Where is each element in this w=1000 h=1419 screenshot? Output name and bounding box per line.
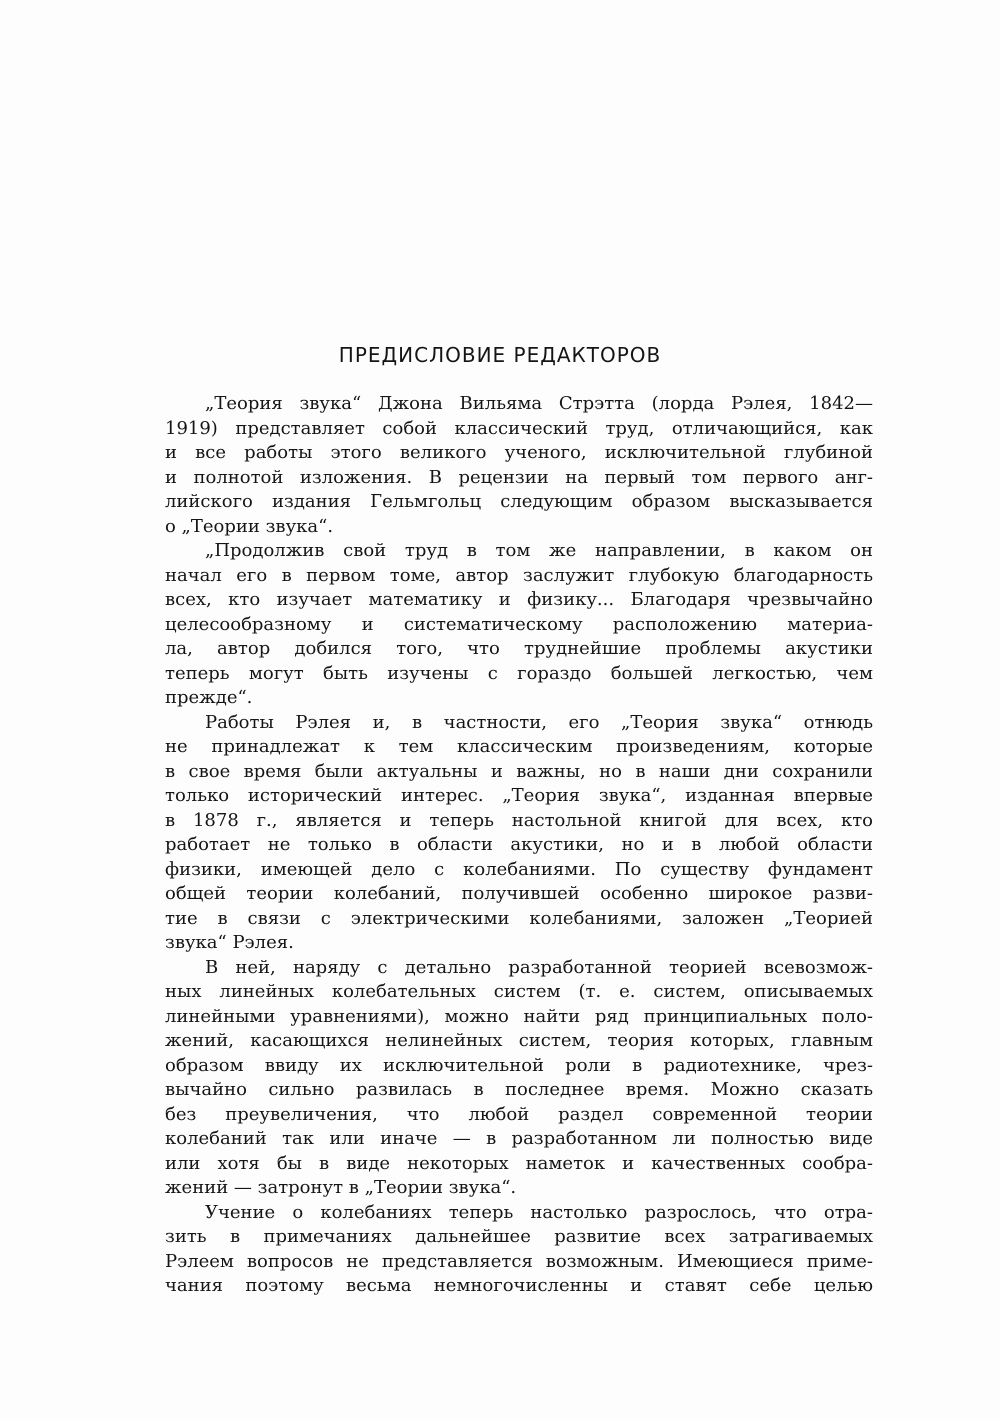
- text-line: в свое время были актуальны и важны, но в наши дни сохранили: [165, 760, 873, 782]
- body-text: [165, 392, 873, 1299]
- text-line: тие в связи с электрическими колебаниями, заложен „Теорией: [165, 907, 873, 929]
- text-line: жений, касающихся нелинейных систем, теория которых, главным: [165, 1030, 873, 1051]
- text-line: и все работы этого великого ученого, исключительной глубиной: [165, 442, 873, 463]
- text-line: ла, автор добился того, что труднейшие проблемы акустики: [165, 638, 873, 659]
- text-line: ных линейных колебательных систем (т. е. систем, описываемых: [165, 981, 873, 1002]
- text-line: общей теории колебаний, получившей особенно широкое разви-: [165, 883, 873, 904]
- text-line: жений — затронут в „Теории звука“.: [165, 1177, 517, 1198]
- text-line: в 1878 г., является и теперь настольной книгой для всех, кто: [165, 809, 873, 831]
- text-line: Работы Рэлея и, в частности, его „Теория звука“ отнюдь: [205, 711, 873, 733]
- text-line: образом ввиду их исключительной роли в радиотехнике, чрез-: [165, 1054, 873, 1076]
- text-line: без преувеличения, что любой раздел современной теории: [165, 1103, 873, 1125]
- text-line: „Продолжив свой труд в том же направлении, в каком он: [205, 540, 873, 561]
- text-line: работает не только в области акустики, но и в любой области: [165, 834, 873, 855]
- text-line: „Теория звука“ Джона Вильяма Стрэтта (лорда Рэлея, 1842—: [205, 393, 873, 414]
- text-line: не принадлежат к тем классическим произведениям, которые: [165, 736, 873, 757]
- text-line: о „Теории звука“.: [165, 515, 334, 537]
- text-line: или хотя бы в виде некоторых наметок и качественных сообра-: [165, 1152, 873, 1174]
- text-line: В ней, наряду с детально разработанной теорией всевозмож-: [205, 956, 873, 978]
- text-line: целесообразному и систематическому расположению материа-: [165, 613, 873, 635]
- text-line: только исторический интерес. „Теория звука“, изданная впервые: [165, 785, 873, 806]
- text-line: теперь могут быть изучены с гораздо большей легкостью, чем: [165, 662, 873, 684]
- text-line: Учение о колебаниях теперь настолько разрослось, что отра-: [205, 1201, 873, 1223]
- text-line: колебаний так или иначе — в разработанном ли полностью виде: [165, 1128, 873, 1149]
- text-line: лийского издания Гельмгольц следующим образом высказывается: [165, 491, 873, 512]
- text-line: Рэлеем вопросов не представляется возможным. Имеющиеся приме-: [165, 1250, 873, 1272]
- text-line: физики, имеющей дело с колебаниями. По существу фундамент: [165, 858, 873, 880]
- text-line: начал его в первом томе, автор заслужит глубокую благодарность: [165, 564, 873, 586]
- text-line: зить в примечаниях дальнейшее развитие всех затрагиваемых: [165, 1226, 873, 1247]
- page-title: ПРЕДИСЛОВИЕ РЕДАКТОРОВ: [338, 343, 662, 367]
- text-line: всех, кто изучает математику и физику... Благодаря чрезвычайно: [165, 589, 873, 610]
- text-line: чания поэтому весьма немногочисленны и ставят себе целью: [165, 1275, 873, 1296]
- text-line: линейными уравнениями), можно найти ряд принципиальных поло-: [165, 1005, 873, 1027]
- text-line: вычайно сильно развилась в последнее время. Можно сказать: [165, 1079, 873, 1100]
- text-line: и полнотой изложения. В рецензии на первый том первого анг-: [165, 466, 873, 488]
- text-line: прежде“.: [165, 687, 253, 708]
- text-line: 1919) представляет собой классический труд, отличающийся, как: [165, 417, 873, 439]
- text-line: звука“ Рэлея.: [165, 932, 294, 953]
